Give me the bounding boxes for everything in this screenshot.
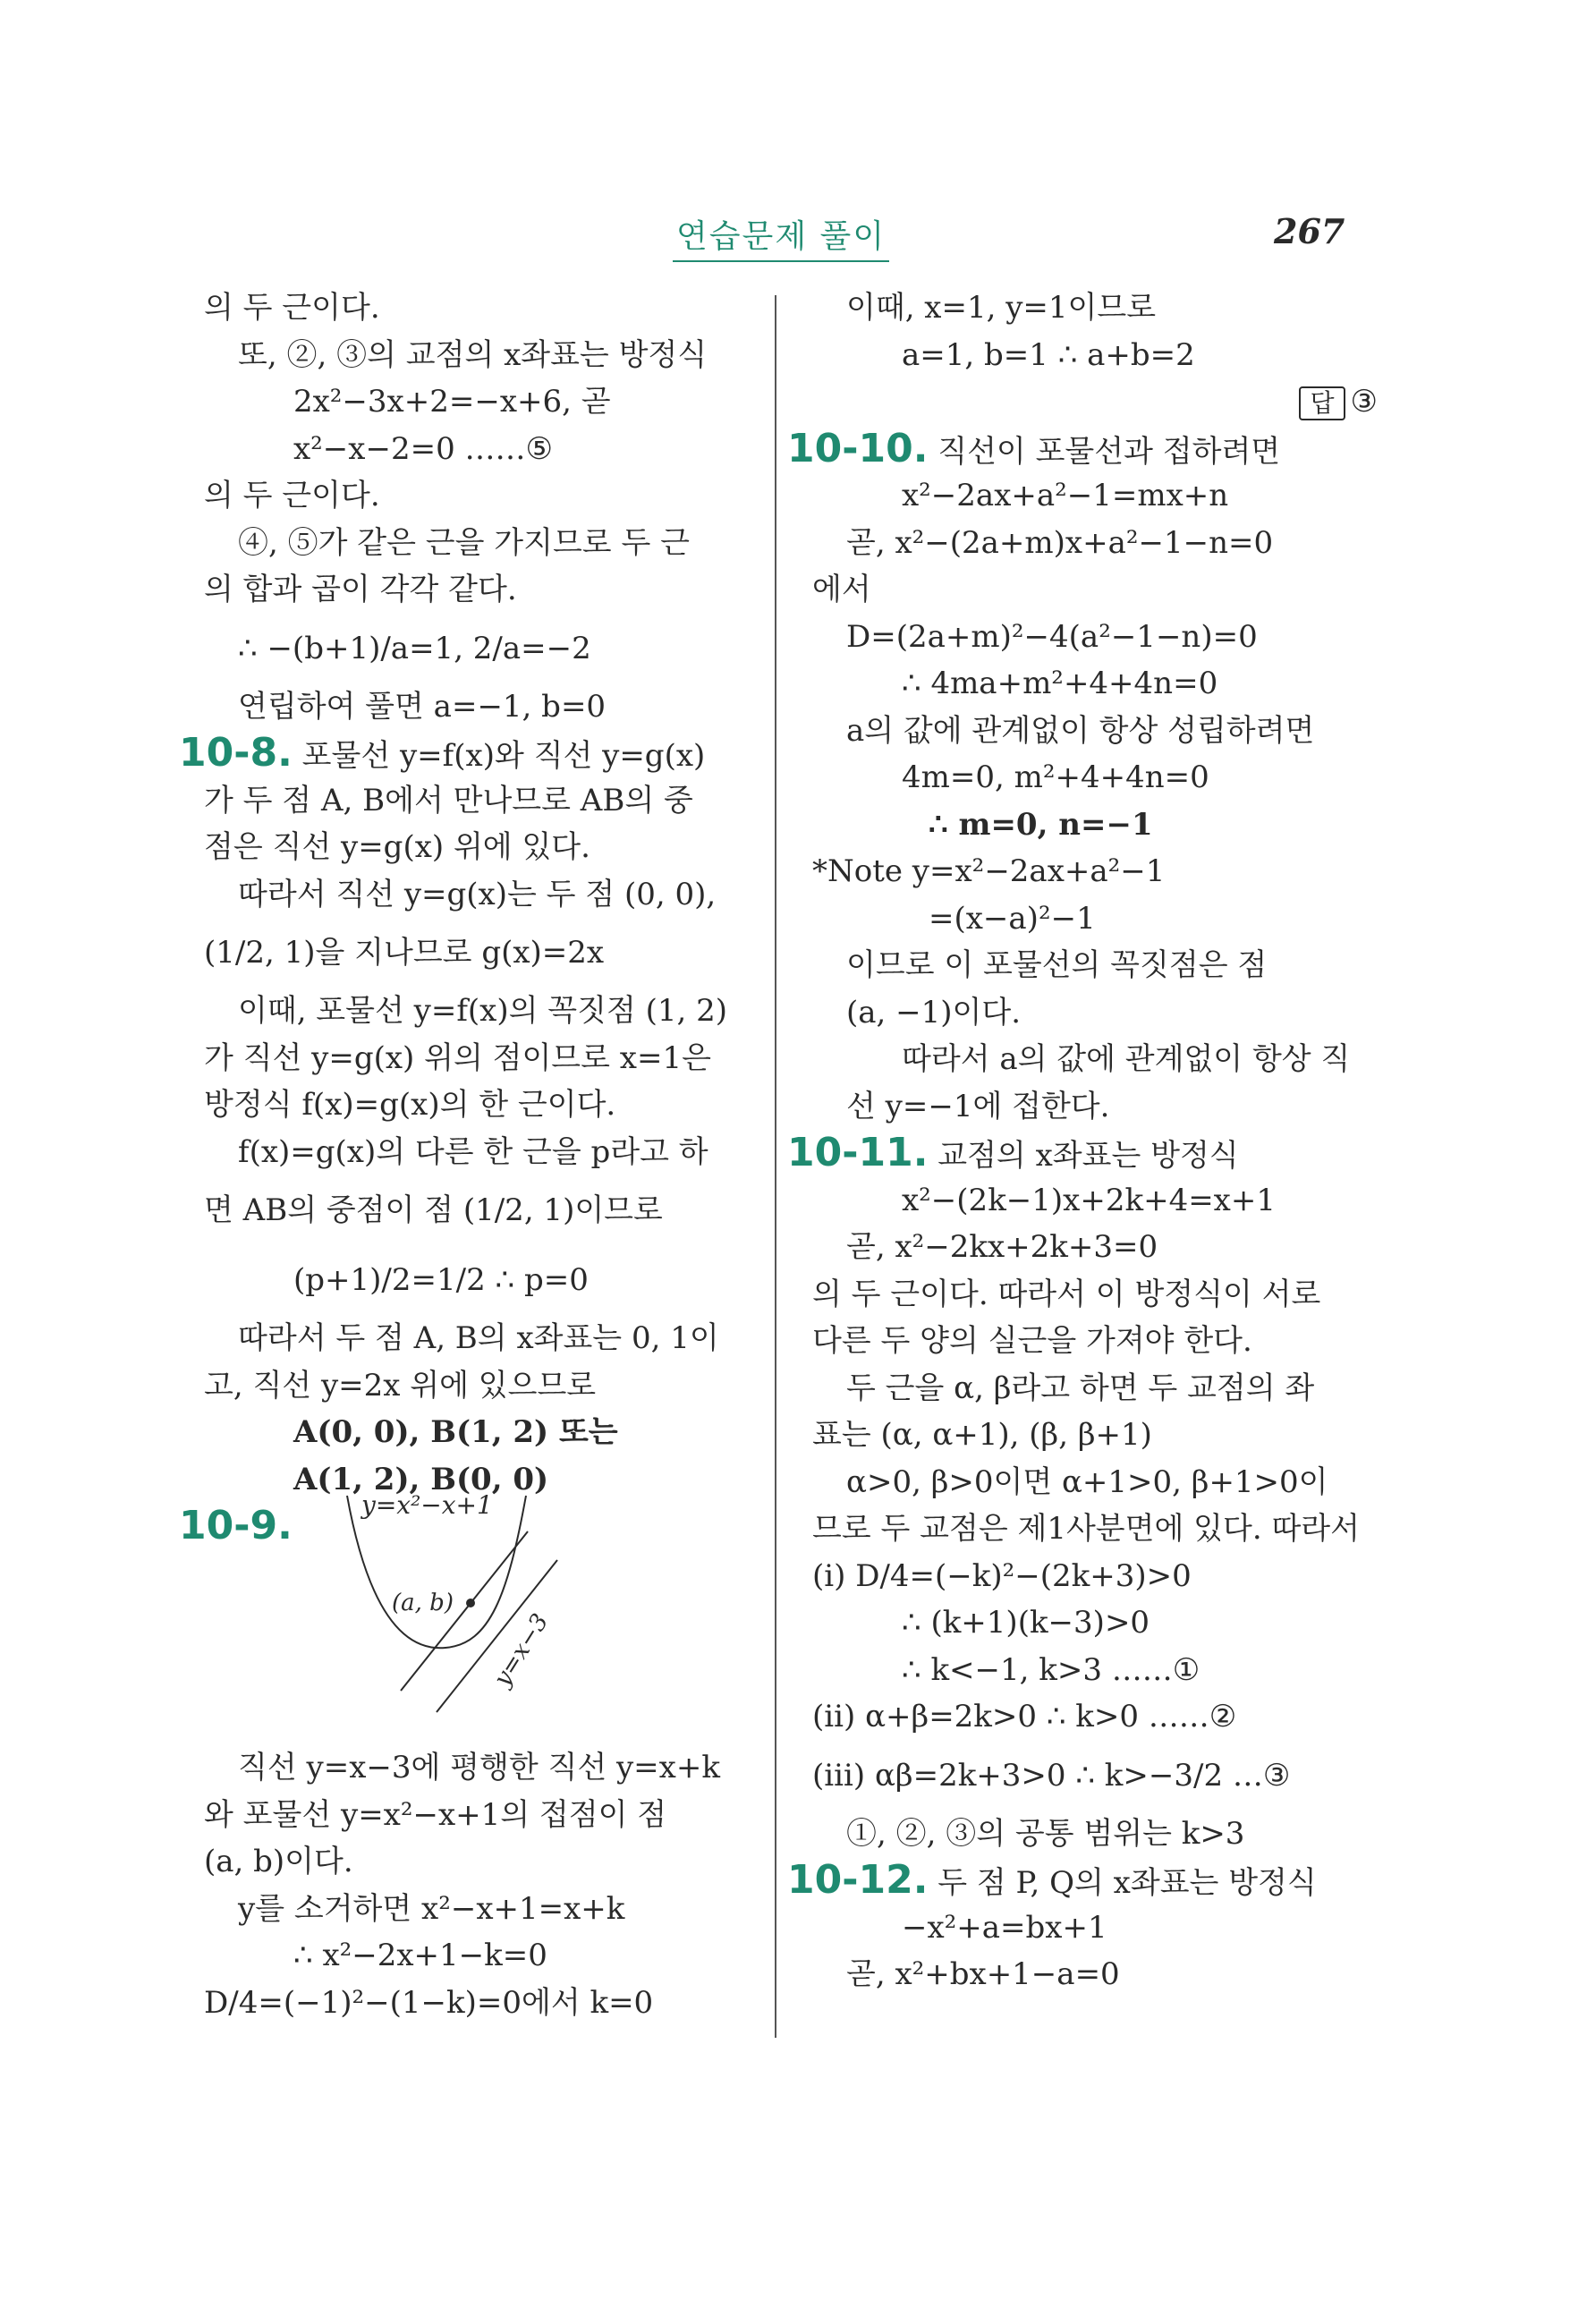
section-heading — [179, 730, 759, 777]
text-line: 선 y=−1에 접한다. — [846, 1088, 1110, 1124]
text-line: 4m=0, m²+4+4n=0 — [902, 759, 1209, 795]
text-line: 곧, x²+bx+1−a=0 — [846, 1956, 1120, 1992]
column-divider — [775, 295, 776, 2038]
text-line: 따라서 a의 값에 관계없이 항상 직 — [902, 1041, 1351, 1077]
text-line: x²−x−2=0 ……⑤ — [293, 430, 553, 467]
text-line: (i) D/4=(−k)²−(2k+3)>0 — [812, 1557, 1192, 1594]
text-line: D/4=(−1)²−(1−k)=0에서 k=0 — [204, 1984, 654, 2021]
section-text: 교점의 x좌표는 방정식 — [928, 1138, 1239, 1174]
text-line: α>0, β>0이면 α+1>0, β+1>0이 — [846, 1463, 1328, 1500]
text-line: *Note y=x²−2ax+a²−1 — [812, 853, 1166, 889]
text-line: (a, b)이다. — [204, 1844, 353, 1879]
text-line: 와 포물선 y=x²−x+1의 접점이 점 — [204, 1796, 667, 1833]
section-text: 포물선 y=f(x)와 직선 y=g(x) — [292, 738, 706, 774]
page-title: 연습문제 풀이 — [673, 211, 889, 262]
section-number: 10-11. — [787, 1130, 929, 1175]
text-line: x²−(2k−1)x+2k+4=x+1 — [902, 1182, 1276, 1218]
line-label: y=x−3 — [488, 1608, 555, 1692]
text-line: 의 두 근이다. — [204, 290, 380, 326]
text-line: 직선 y=x−3에 평행한 직선 y=x+k — [238, 1750, 720, 1785]
text-line: 곧, x²−2kx+2k+3=0 — [846, 1229, 1158, 1265]
text-line: 의 합과 곱이 각각 같다. — [204, 572, 517, 607]
text-line: 점은 직선 y=g(x) 위에 있다. — [204, 829, 590, 865]
text-line: A(0, 0), B(1, 2) 또는 — [293, 1414, 618, 1450]
text-line: (1/2, 1)을 지나므로 g(x)=2x — [204, 935, 605, 971]
text-line: D=(2a+m)²−4(a²−1−n)=0 — [846, 618, 1258, 655]
text-line: ④, ⑤가 같은 근을 가지므로 두 근 — [238, 524, 690, 561]
text-line: 가 직선 y=g(x) 위의 점이므로 x=1은 — [204, 1039, 711, 1076]
text-line: 이때, x=1, y=1이므로 — [846, 290, 1157, 326]
text-line: 2x²−3x+2=−x+6, 곧 — [293, 384, 611, 420]
text-line: x²−2ax+a²−1=mx+n — [902, 478, 1229, 513]
section-heading — [787, 1130, 1378, 1177]
section-text: 직선이 포물선과 접하려면 — [928, 433, 1281, 470]
text-line: 므로 두 교점은 제1사분면에 있다. 따라서 — [812, 1511, 1360, 1547]
answer-line — [812, 378, 1378, 426]
left-column — [179, 284, 759, 2026]
section-heading — [787, 425, 1378, 473]
text-line: 의 두 근이다. — [204, 478, 380, 513]
text-line: (ii) α+β=2k>0 ∴ k>0 ……② — [812, 1699, 1237, 1735]
text-line: (iii) αβ=2k+3>0 ∴ k>−3/2 …③ — [812, 1757, 1291, 1794]
section-label-10-9: 10-9. — [179, 1503, 293, 1548]
text-line: 가 두 점 A, B에서 만나므로 AB의 중 — [204, 782, 693, 818]
page-number: 267 — [1274, 211, 1345, 251]
section-number: 10-12. — [787, 1857, 929, 1903]
text-line: 이므로 이 포물선의 꼭짓점은 점 — [846, 947, 1268, 983]
curve-label: y=x²−x+1 — [361, 1490, 493, 1520]
text-line: 이때, 포물선 y=f(x)의 꼭짓점 (1, 2) — [238, 993, 728, 1029]
tangent-point — [466, 1599, 475, 1607]
text-line: 또, ②, ③의 교점의 x좌표는 방정식 — [238, 336, 708, 373]
answer-number: ③ — [1350, 384, 1378, 420]
text-line: ∴ −(b+1)/a=1, 2/a=−2 — [238, 630, 591, 666]
text-line: 고, 직선 y=2x 위에 있으므로 — [204, 1367, 597, 1404]
text-line: A(1, 2), B(0, 0) — [293, 1461, 549, 1497]
text-line: ∴ k<−1, k>3 ……① — [902, 1651, 1200, 1688]
point-label: (a, b) — [392, 1590, 454, 1616]
text-line: ∴ m=0, n=−1 — [929, 806, 1153, 843]
text-line: 다른 두 양의 실근을 가져야 한다. — [812, 1323, 1252, 1359]
section-text: 두 점 P, Q의 x좌표는 방정식 — [928, 1865, 1317, 1901]
text-line: 따라서 직선 y=g(x)는 두 점 (0, 0), — [238, 876, 717, 912]
text-line: a의 값에 관계없이 항상 성립하려면 — [846, 712, 1315, 749]
text-line: ①, ②, ③의 공통 범위는 k>3 — [846, 1815, 1245, 1852]
section-number: 10-10. — [787, 425, 929, 471]
section-number: 10-8. — [179, 730, 293, 776]
answer-box: 답 — [1299, 386, 1345, 420]
text-line: ∴ (k+1)(k−3)>0 — [902, 1605, 1150, 1641]
text-line: 면 AB의 중점이 점 (1/2, 1)이므로 — [204, 1192, 663, 1228]
text-line: 표는 (α, α+1), (β, β+1) — [812, 1417, 1152, 1453]
text-line: 두 근을 α, β라고 하면 두 교점의 좌 — [846, 1370, 1315, 1406]
text-line: y를 소거하면 x²−x+1=x+k — [238, 1890, 625, 1927]
text-line: (a, −1)이다. — [846, 994, 1022, 1031]
text-line: (p+1)/2=1/2 ∴ p=0 — [293, 1262, 589, 1298]
text-line: 연립하여 풀면 a=−1, b=0 — [238, 688, 607, 725]
text-line: a=1, b=1 ∴ a+b=2 — [902, 336, 1195, 373]
text-line: ∴ x²−2x+1−k=0 — [293, 1938, 547, 1973]
parabola-tangent-figure — [311, 1487, 580, 1719]
figure-10-9 — [179, 1490, 759, 1744]
text-line: =(x−a)²−1 — [929, 900, 1096, 937]
text-line: 의 두 근이다. 따라서 이 방정식이 서로 — [812, 1276, 1321, 1312]
right-column — [787, 284, 1378, 1998]
section-heading — [787, 1857, 1378, 1904]
text-line: 따라서 두 점 A, B의 x좌표는 0, 1이 — [238, 1320, 719, 1356]
text-line: 방정식 f(x)=g(x)의 한 근이다. — [204, 1087, 616, 1123]
text-line: ∴ 4ma+m²+4+4n=0 — [902, 666, 1218, 701]
text-line: 곧, x²−(2a+m)x+a²−1−n=0 — [846, 524, 1274, 561]
text-line: f(x)=g(x)의 다른 한 근을 p라고 하 — [238, 1133, 708, 1170]
text-line: −x²+a=bx+1 — [902, 1909, 1107, 1946]
text-line: 에서 — [812, 572, 871, 607]
